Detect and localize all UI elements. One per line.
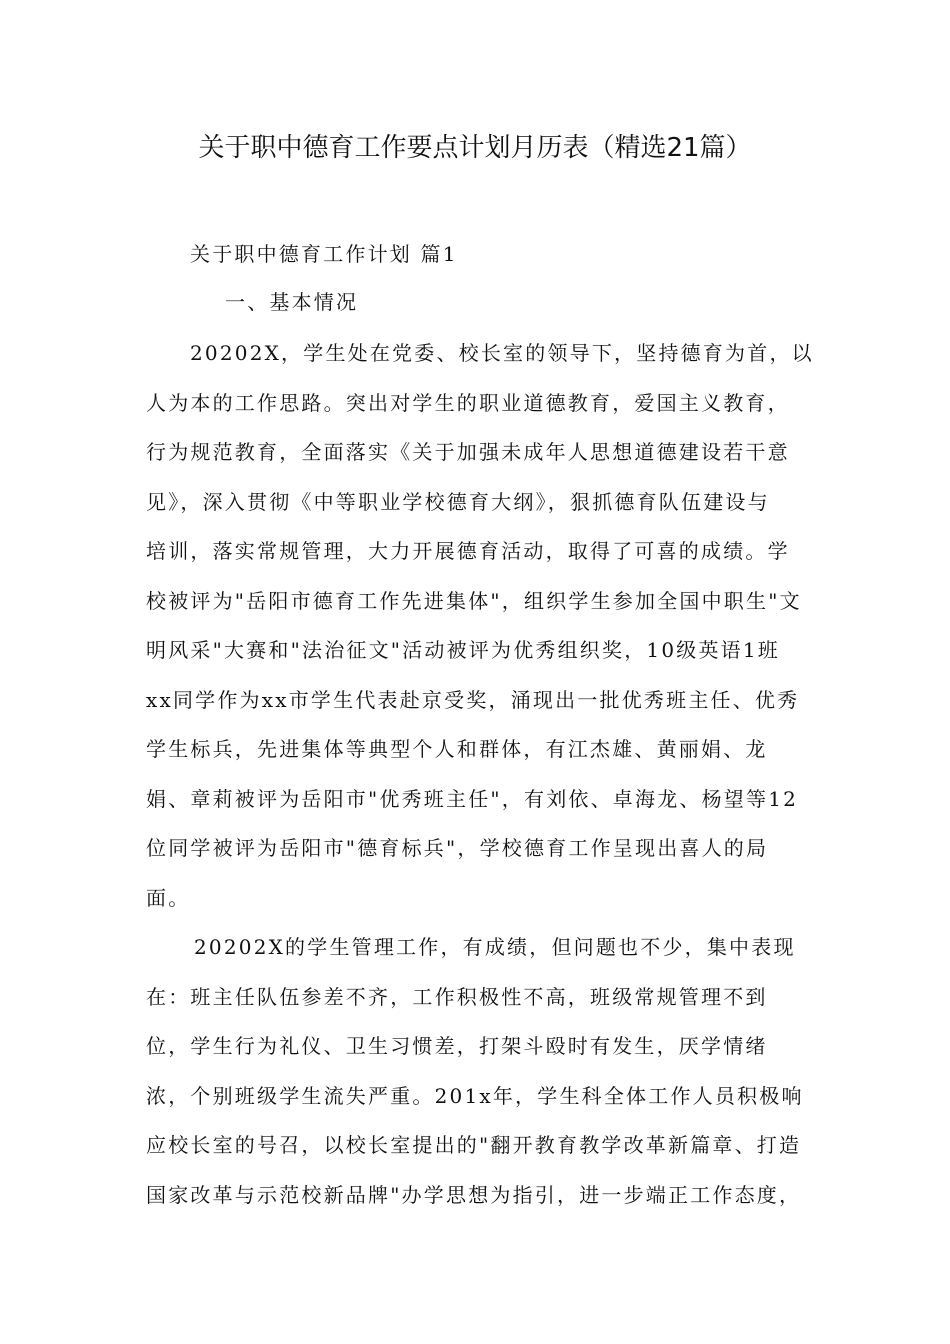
- document-title: 关于职中德育工作要点计划月历表（精选21篇）: [198, 133, 752, 163]
- paragraph-line: 国家改革与示范校新品牌"办学思想为指引，进一步端正工作态度，: [146, 1182, 802, 1207]
- paragraph-line: 明风采"大赛和"法治征文"活动被评为优秀组织奖，10级英语1班: [146, 638, 780, 662]
- paragraph-line: 面。: [146, 885, 191, 910]
- paragraph-line: 浓，个别班级学生流失严重。201x年，学生科全体工作人员积极响: [146, 1083, 804, 1108]
- paragraph-1: [146, 329, 814, 923]
- paragraph-line: 培训，落实常规管理，大力开展德育活动，取得了可喜的成绩。学: [146, 539, 790, 563]
- paragraph-line: 娟、章莉被评为岳阳市"优秀班主任"，有刘依、卓海龙、杨望等12: [146, 786, 799, 811]
- paragraph-line: 在：班主任队伍参差不齐，工作积极性不高，班级常规管理不到: [146, 984, 768, 1009]
- heading-basic-situation: 一、基本情况: [225, 290, 359, 314]
- section-title: 关于职中德育工作计划 篇1: [190, 242, 458, 266]
- paragraph-line: 行为规范教育，全面落实《关于加强未成年人思想道德建设若干意: [146, 440, 790, 464]
- paragraph-2: [146, 923, 806, 1220]
- paragraph-line: 人为本的工作思路。突出对学生的职业道德教育，爱国主义教育，: [146, 390, 790, 415]
- paragraph-line: 学生标兵，先进集体等典型个人和群体，有江杰雄、黄丽娟、龙: [146, 737, 768, 761]
- paragraph-line: 位同学被评为岳阳市"德育标兵"，学校德育工作呈现出喜人的局: [146, 836, 769, 860]
- paragraph-line: 20202X的学生管理工作，有成绩，但问题也不少，集中表现: [194, 935, 796, 959]
- paragraph-line: 20202X，学生处在党委、校长室的领导下，坚持德育为首，以: [190, 341, 814, 365]
- paragraph-line: 校被评为"岳阳市德育工作先进集体"，组织学生参加全国中职生"文: [146, 588, 802, 613]
- paragraph-line: 应校长室的号召，以校长室提出的"翻开教育教学改革新篇章、打造: [146, 1133, 802, 1157]
- paragraph-line: xx同学作为xx市学生代表赴京受奖，涌现出一批优秀班主任、优秀: [146, 687, 800, 712]
- paragraph-line: 见》，深入贯彻《中等职业学校德育大纲》，狠抓德育队伍建设与: [146, 489, 770, 514]
- paragraph-line: 位，学生行为礼仪、卫生习惯差，打架斗殴时有发生，厌学情绪: [146, 1034, 768, 1058]
